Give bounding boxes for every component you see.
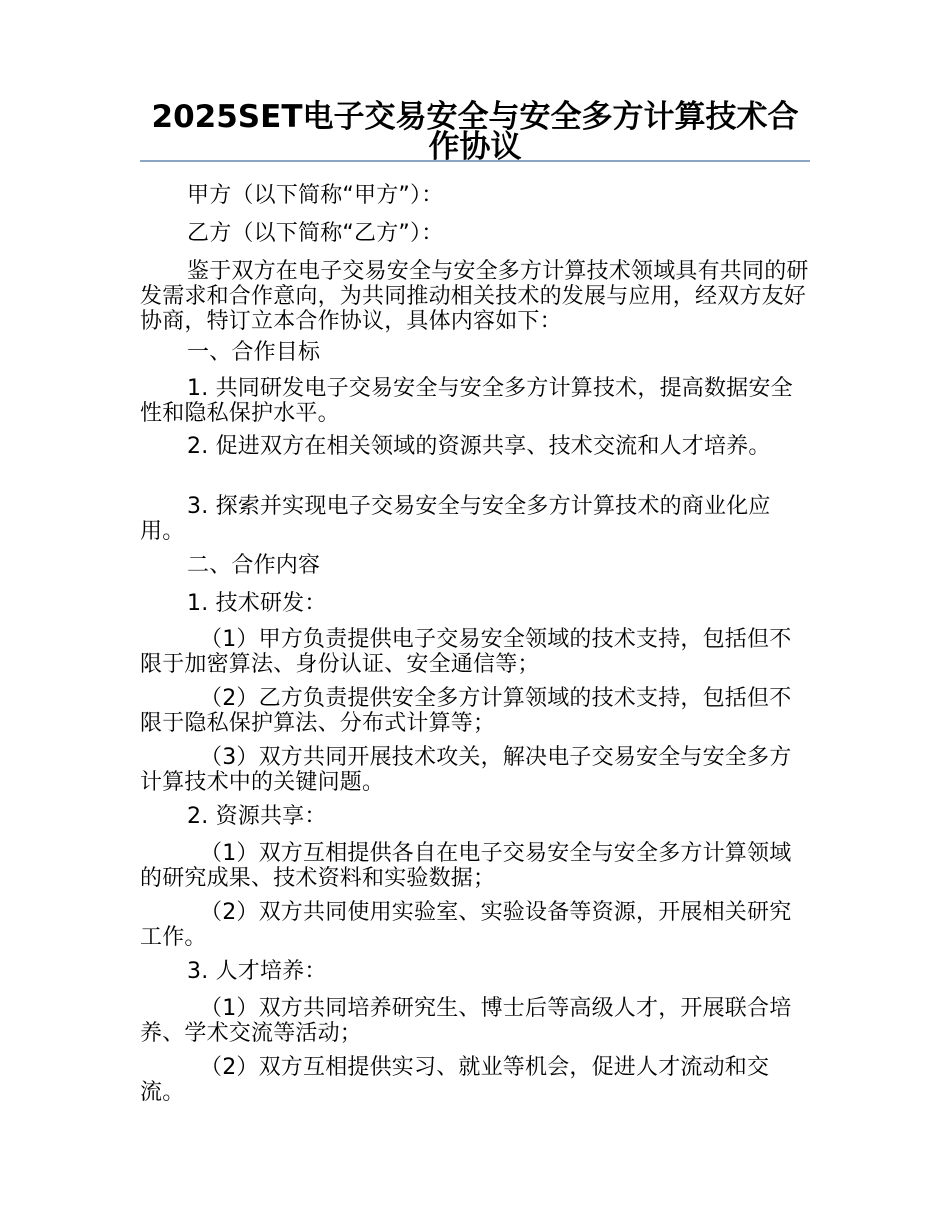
goal-item-2: 2. 促进双方在相关领域的资源共享、技术交流和人才培养。 — [187, 434, 771, 459]
title-divider — [140, 160, 810, 162]
section-heading-goals: 一、合作目标 — [187, 340, 321, 365]
content-heading-resources: 2. 资源共享： — [187, 804, 327, 829]
goal-item-1: 1. 共同研发电子交易安全与安全多方计算技术，提高数据安全性和隐私保护水平。 — [140, 376, 793, 426]
preamble-paragraph: 鉴于双方在电子交易安全与安全多方计算技术领域具有共同的研发需求和合作意向，为共同推动相关技术的发展与应用，经双方友好协商，特订立本合作协议，具体内容如下： — [140, 259, 809, 334]
content-heading-rnd: 1. 技术研发： — [187, 591, 327, 616]
resources-item-1: （1）双方互相提供各自在电子交易安全与安全多方计算领域的研究成果、技术资料和实验数据； — [140, 841, 792, 891]
resources-item-2: （2）双方共同使用实验室、实验设备等资源，开展相关研究工作。 — [140, 900, 792, 950]
party-b-line: 乙方（以下简称“乙方”）： — [187, 221, 444, 246]
rnd-item-3: （3）双方共同开展技术攻关，解决电子交易安全与安全多方计算技术中的关键问题。 — [140, 745, 792, 795]
section-heading-content: 二、合作内容 — [187, 553, 321, 578]
rnd-item-2: （2）乙方负责提供安全多方计算领域的技术支持，包括但不限于隐私保护算法、分布式计算等； — [140, 686, 792, 736]
goal-item-3: 3. 探索并实现电子交易安全与安全多方计算技术的商业化应用。 — [140, 494, 771, 544]
talent-item-1: （1）双方共同培养研究生、博士后等高级人才，开展联合培养、学术交流等活动； — [140, 996, 792, 1046]
content-heading-talent: 3. 人才培养： — [187, 959, 327, 984]
rnd-item-1: （1）甲方负责提供电子交易安全领域的技术支持，包括但不限于加密算法、身份认证、安全通信等； — [140, 627, 792, 677]
document-title: 2025SET电子交易安全与安全多方计算技术合作协议 — [151, 99, 799, 165]
party-a-line: 甲方（以下简称“甲方”）： — [187, 183, 444, 208]
talent-item-2: （2）双方互相提供实习、就业等机会，促进人才流动和交流。 — [140, 1055, 770, 1105]
